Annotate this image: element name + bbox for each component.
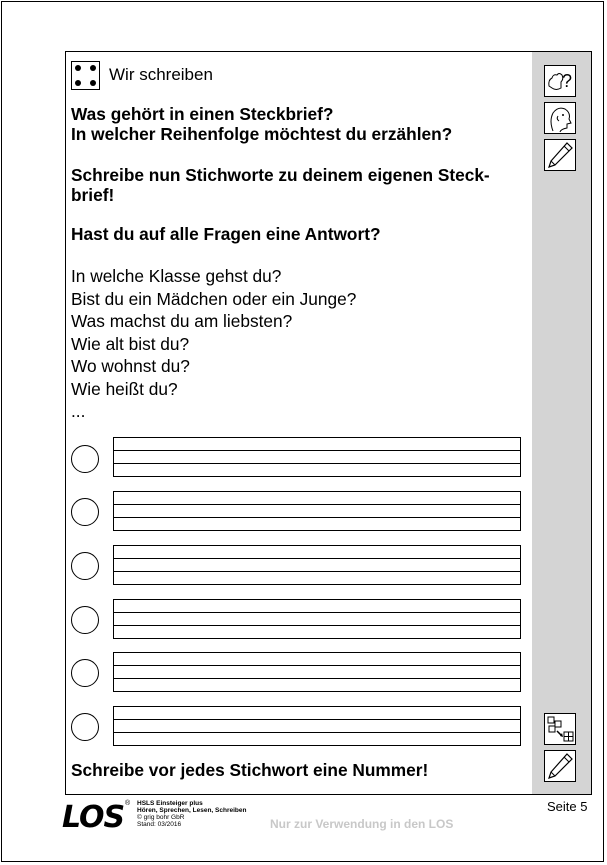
final-instruction: Schreibe vor jedes Stichwort eine Nummer! [71, 760, 429, 780]
page-number: Seite 5 [547, 799, 588, 814]
example-question: In welche Klasse gehst du? [71, 266, 282, 286]
svg-text:?: ? [562, 71, 573, 91]
imprint-subtitle: Hören, Sprechen, Lesen, Schreiben [137, 807, 247, 814]
imprint-copyright: © grig bohr GbR [137, 814, 185, 821]
example-question: Wo wohnst du? [71, 356, 190, 376]
number-circle[interactable] [71, 498, 99, 526]
answer-lines[interactable] [113, 437, 521, 477]
imprint [137, 800, 246, 828]
sort-assign-icon[interactable] [544, 713, 576, 745]
answer-lines[interactable] [113, 706, 521, 746]
example-question: Was machst du am liebsten? [71, 311, 293, 331]
answer-lines[interactable] [113, 599, 521, 639]
section-title: Wir schreiben [109, 65, 213, 84]
number-circle[interactable] [71, 552, 99, 580]
number-circle[interactable] [71, 713, 99, 741]
usage-notice: Nur zur Verwendung in den LOS [270, 817, 454, 831]
number-circle[interactable] [71, 659, 99, 687]
imprint-title: HSLS Einsteiger plus [137, 800, 203, 807]
question-think-icon[interactable] [544, 65, 576, 97]
intro-question-1: Was gehört in einen Steckbrief? [71, 104, 334, 124]
listen-face-icon[interactable] [544, 102, 576, 134]
task-line-2: brief! [71, 185, 115, 205]
check-question: Hast du auf alle Fragen eine Antwort? [71, 224, 381, 244]
answer-lines[interactable] [113, 545, 521, 585]
dice-icon [71, 61, 100, 90]
example-question: Wie alt bist du? [71, 333, 190, 354]
example-question: Wie heißt du? [71, 378, 178, 399]
intro-question-2: In welcher Reihenfolge möchtest du erzählen? [71, 124, 453, 144]
los-logo: LOS [62, 800, 125, 835]
task-line-1: Schreibe nun Stichworte zu deinem eigenen Steck- [71, 165, 490, 185]
answer-lines[interactable] [113, 491, 521, 531]
number-circle[interactable] [71, 445, 99, 473]
pencil-icon[interactable] [544, 139, 576, 171]
imprint-date: Stand: 03/2016 [137, 821, 182, 828]
number-circle[interactable] [71, 606, 99, 634]
registered-mark: ® [125, 800, 131, 807]
example-question: Bist du ein Mädchen oder ein Junge? [71, 288, 357, 309]
example-question: ... [71, 401, 86, 421]
pencil-icon[interactable] [544, 750, 576, 782]
answer-lines[interactable] [113, 652, 521, 692]
example-question-list [71, 265, 356, 423]
